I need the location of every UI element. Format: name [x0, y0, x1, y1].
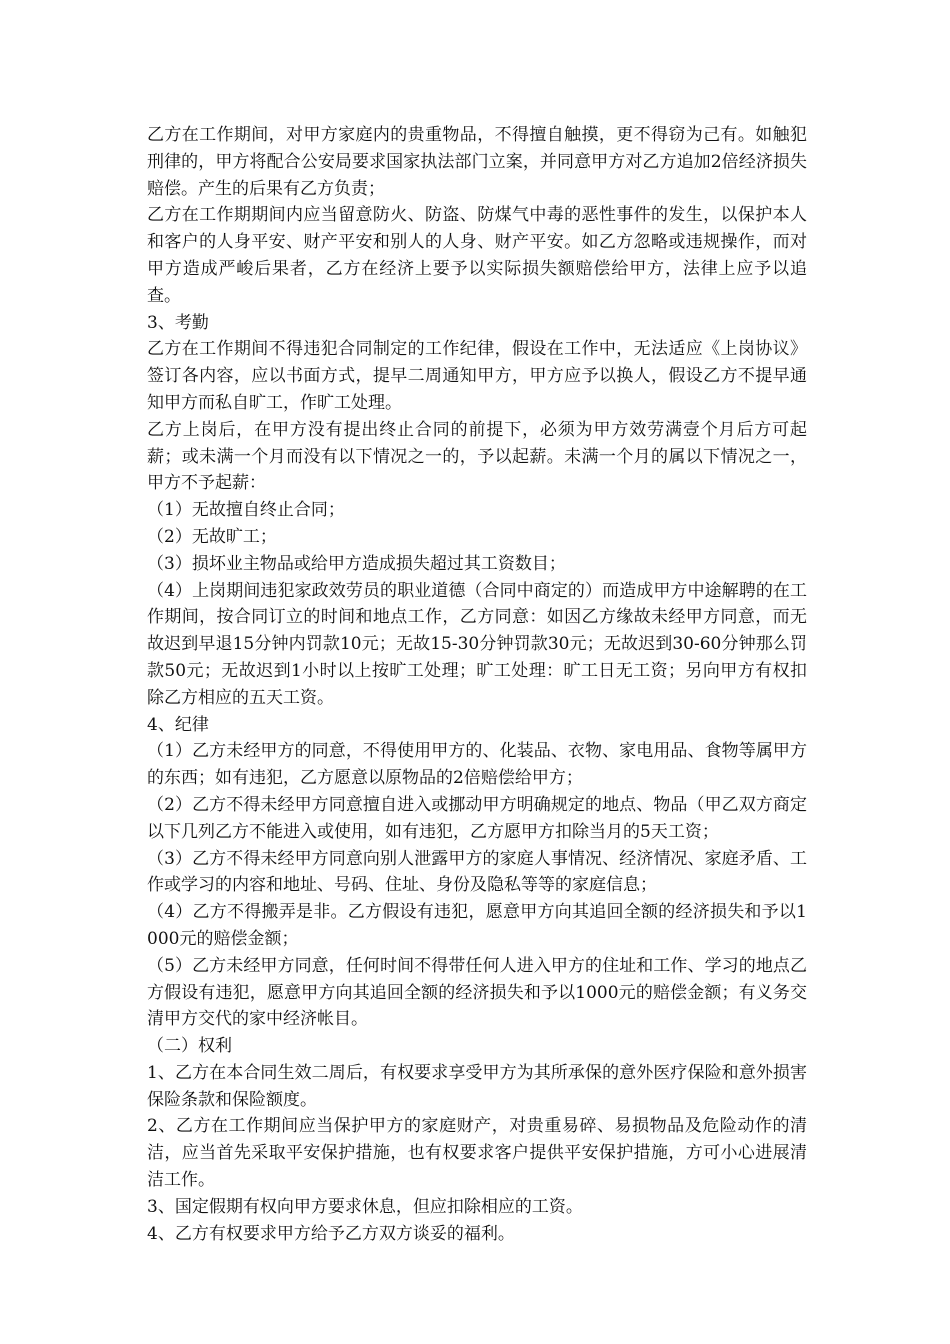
list-item-3: （3）损坏业主物品或给甲方造成损失超过其工资数目； — [147, 553, 566, 574]
list-item-4: （4）上岗期间违犯家政效劳员的职业道德（合同中商定的）而造成甲方中途解聘的在工作期间，按合同订立的时间和地点工作，乙方同意：如因乙方缘故未经甲方同意，而无故迟到早退15分钟内罚款10元；无故15-30分钟罚款30元；无故迟到30-60分钟那么罚款50元；无故迟到1小时以上按旷工处理；旷工处理：旷工日无工资；另向甲方有权扣除乙方相应的五天工资。 — [147, 580, 807, 708]
discipline-item-2: （2）乙方不得未经甲方同意擅自进入或挪动甲方明确规定的地点、物品（甲乙双方商定以下几列乙方不能进入或使用，如有违犯，乙方愿甲方扣除当月的5天工资； — [147, 794, 807, 842]
discipline-item-1: （1）乙方未经甲方的同意，不得使用甲方的、化装品、衣物、家电用品、食物等属甲方的东西；如有违犯，乙方愿意以原物品的2倍赔偿给甲方； — [147, 741, 807, 789]
discipline-item-4: （4）乙方不得搬弄是非。乙方假设有违犯，愿意甲方向其追回全额的经济损失和予以1000元的赔偿金额； — [147, 902, 807, 949]
rights-item-3: 3、国定假期有权向甲方要求休息，但应扣除相应的工资。 — [147, 1196, 583, 1217]
discipline-item-5: （5）乙方未经甲方同意，任何时间不得带任何人进入甲方的住址和工作、学习的地点乙方假设有违犯，愿意甲方向其追回全额的经济损失和予以1000元的赔偿金额；有义务交清甲方交代的家中经济帐目。 — [147, 955, 807, 1030]
document-body — [147, 122, 807, 1247]
rights-item-1: 1、乙方在本合同生效二周后，有权要求享受甲方为其所承保的意外医疗保险和意外损害保险条款和保险额度。 — [147, 1062, 807, 1110]
paragraph-safety: 乙方在工作期期间内应当留意防火、防盗、防煤气中毒的恶性事件的发生，以保护本人和客户的人身平安、财产平安和别人的人身、财产平安。如乙方忽略或违规操作，而对甲方造成严峻后果者，乙方在经济上要予以实际损失额赔偿给甲方，法律上应予以追查。 — [147, 205, 807, 306]
list-item-1: （1）无故擅自终止合同； — [147, 500, 345, 521]
paragraph-salary-start: 乙方上岗后，在甲方没有提出终止合同的前提下，必须为甲方效劳满壹个月后方可起薪；或未满一个月而没有以下情况之一的，予以起薪。未满一个月的属以下情况之一，甲方不予起薪： — [147, 419, 807, 494]
rights-item-4: 4、乙方有权要求甲方给予乙方双方谈妥的福利。 — [147, 1223, 515, 1244]
list-item-2: （2）无故旷工； — [147, 526, 277, 547]
discipline-item-3: （3）乙方不得未经甲方同意向别人泄露甲方的家庭人事情况、经济情况、家庭矛盾、工作或学习的内容和地址、号码、住址、身份及隐私等等的家庭信息； — [147, 848, 807, 896]
section-heading-rights: （二）权利 — [147, 1036, 232, 1057]
paragraph-discipline-notice: 乙方在工作期间不得违犯合同制定的工作纪律，假设在工作中，无法适应《上岗协议》签订各内容，应以书面方式，提早二周通知甲方，甲方应予以换人，假设乙方不提早通知甲方而私自旷工，作旷工处理。 — [147, 339, 807, 413]
paragraph-valuables: 乙方在工作期间，对甲方家庭内的贵重物品，不得擅自触摸，更不得窃为己有。如触犯刑律的，甲方将配合公安局要求国家执法部门立案，并同意甲方对乙方追加2倍经济损失赔偿。产生的后果有乙方负责； — [147, 125, 807, 199]
section-heading-attendance: 3、考勤 — [147, 312, 209, 333]
section-heading-discipline: 4、纪律 — [147, 714, 209, 735]
rights-item-2: 2、乙方在工作期间应当保护甲方的家庭财产，对贵重易碎、易损物品及危险动作的清洁，应当首先采取平安保护措施，也有权要求客户提供平安保护措施，方可小心进展清洁工作。 — [147, 1116, 807, 1191]
